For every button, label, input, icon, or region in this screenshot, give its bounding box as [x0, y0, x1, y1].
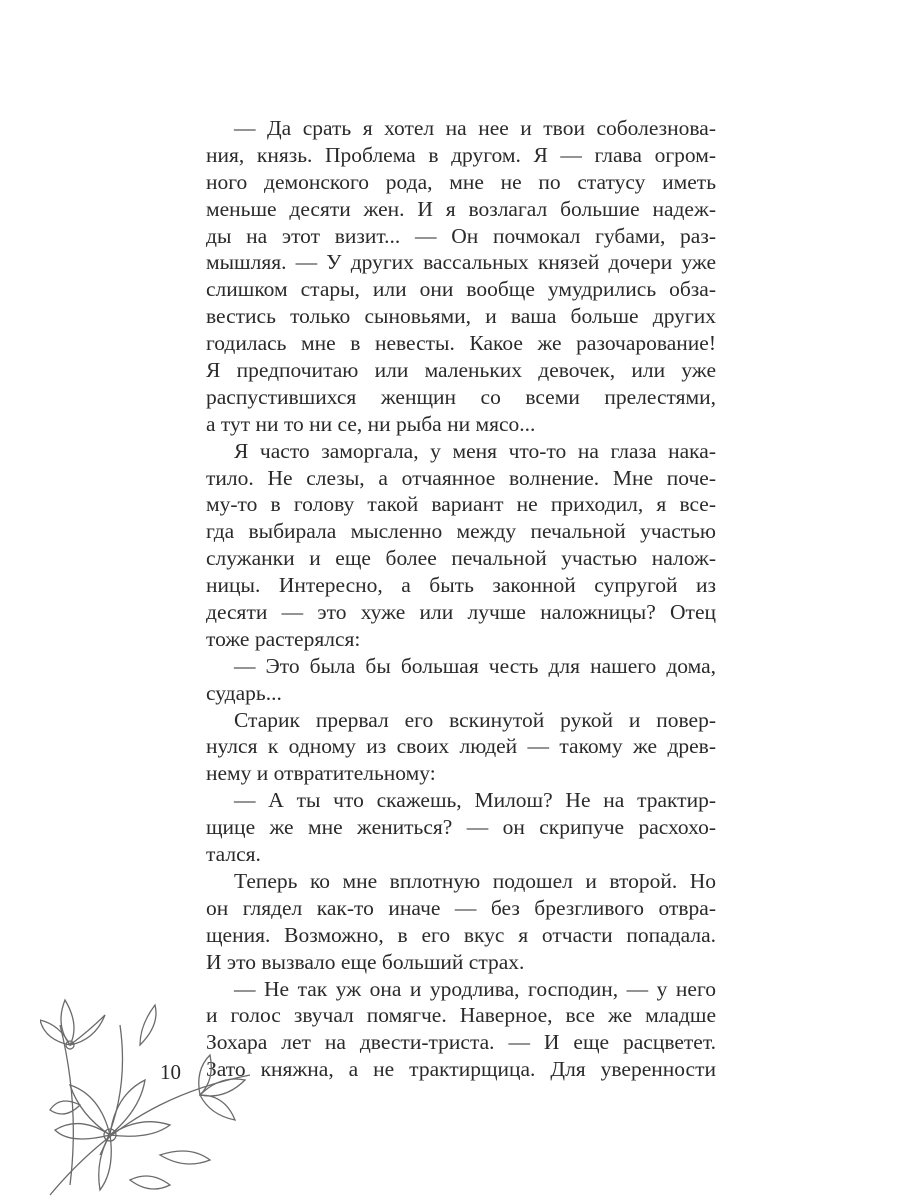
text-line: годилась мне в невесты. Какое же разочарование!: [206, 331, 716, 356]
text-line: нулся к одному из своих людей — такому же древ-: [206, 734, 716, 759]
text-line: Я часто заморгала, у меня что-то на глаза нака-: [234, 438, 716, 463]
text-line: ды на этот визит... — Он почмокал губами, раз-: [206, 223, 716, 248]
text-line: щице же мне жениться? — он скрипуче расхохо-: [206, 815, 716, 840]
text-line: и голос звучал помягче. Наверное, все же младше: [206, 1003, 716, 1028]
text-line: Старик прервал его вскинутой рукой и повер-: [234, 707, 716, 732]
page-body-text: [206, 115, 716, 1083]
text-line: он глядел как-то иначе — без брезгливого отвра-: [206, 895, 716, 920]
text-line: ницы. Интересно, а быть законной супругой из: [206, 573, 716, 598]
text-line: Зато княжна, а не трактирщица. Для уверенности: [206, 1057, 716, 1082]
text-line: слишком стары, или они вообще умудрились обза-: [206, 277, 716, 302]
text-line: Теперь ко мне вплотную подошел и второй. Но: [234, 868, 716, 893]
text-line: — Не так уж она и уродлива, господин, — у него: [234, 976, 716, 1001]
text-line: му-то в голову такой вариант не приходил, я все-: [206, 492, 716, 517]
text-line: распустившихся женщин со всеми прелестями,: [206, 384, 716, 409]
page-number: 10: [160, 1060, 181, 1084]
text-line: Я предпочитаю или маленьких девочек, или уже: [206, 358, 716, 383]
text-line: щения. Возможно, в его вкус я отчасти попадала.: [206, 922, 716, 947]
text-line: мышляя. — У других вассальных князей дочери уже: [206, 250, 716, 275]
text-line: — Это была бы большая честь для нашего дома,: [234, 653, 716, 678]
text-line: нему и отвратительному:: [206, 761, 436, 786]
text-line: вестись только сыновьями, и ваша больше других: [206, 304, 716, 329]
text-line: И это вызвало еще больший страх.: [206, 949, 525, 974]
text-line: — Да срать я хотел на нее и твои соболезнова-: [234, 116, 716, 140]
text-line: тило. Не слезы, а отчаянное волнение. Мне поче-: [206, 465, 716, 490]
text-line: — А ты что скажешь, Милош? Не на трактир-: [234, 788, 716, 813]
text-line: служанки и еще более печальной участью налож-: [206, 546, 716, 571]
text-line: ного демонского рода, мне не по статусу иметь: [206, 169, 716, 194]
text-line: а тут ни то ни се, ни рыба ни мясо...: [206, 411, 536, 436]
text-line: Зохара лет на двести-триста. — И еще расцветет.: [206, 1030, 716, 1055]
text-line: тался.: [206, 842, 261, 867]
text-line: гда выбирала мысленно между печальной участью: [206, 519, 716, 544]
text-line: меньше десяти жен. И я возлагал большие надеж-: [206, 196, 716, 221]
floral-ornament-icon: [40, 985, 260, 1200]
text-line: тоже растерялся:: [206, 626, 361, 651]
text-line: десяти — это хуже или лучше наложницы? Отец: [206, 600, 716, 625]
text-line: ния, князь. Проблема в другом. Я — глава огром-: [206, 142, 716, 167]
text-line: сударь...: [206, 680, 282, 705]
